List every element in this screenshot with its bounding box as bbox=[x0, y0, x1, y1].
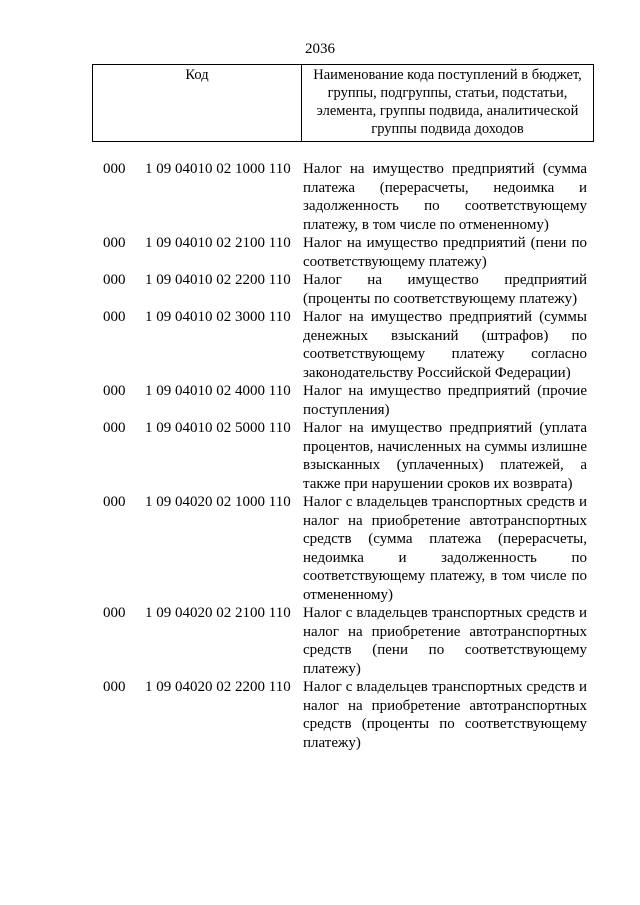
revenue-code: 1 09 04020 02 2200 110 bbox=[145, 679, 291, 695]
admin-code: 000 bbox=[103, 235, 126, 251]
admin-code: 000 bbox=[103, 309, 126, 325]
header-name-cell: Наименование кода поступлений в бюджет, группы, подгруппы, статьи, подстатьи, элемента, группы подвида, аналитической группы подвида доходов bbox=[302, 65, 594, 142]
admin-code: 000 bbox=[103, 161, 126, 177]
page-number: 2036 bbox=[305, 41, 335, 57]
revenue-name: Налог на имущество предприятий (уплата процентов, начисленных на суммы излишне взысканных (уплаченных) платежей, а также при нарушении сроков их возврата) bbox=[303, 420, 587, 492]
revenue-code: 1 09 04010 02 4000 110 bbox=[145, 383, 291, 399]
revenue-name: Налог на имущество предприятий (прочие поступления) bbox=[303, 383, 587, 418]
revenue-code: 1 09 04020 02 1000 110 bbox=[145, 494, 291, 510]
list-item bbox=[0, 493, 640, 604]
list-item bbox=[0, 271, 640, 308]
revenue-name: Налог на имущество предприятий (сумма платежа (перерасчеты, недоимка и задолженность по соответствующему платежу, в том числе по отмененному) bbox=[303, 161, 587, 233]
revenue-name: Налог на имущество предприятий (проценты по соответствующему платежу) bbox=[303, 272, 587, 307]
revenue-code: 1 09 04020 02 2100 110 bbox=[145, 605, 291, 621]
admin-code: 000 bbox=[103, 383, 126, 399]
revenue-name: Налог на имущество предприятий (суммы денежных взысканий (штрафов) по соответствующему платежу согласно законодательству Российской Федерации) bbox=[303, 309, 587, 381]
revenue-code: 1 09 04010 02 3000 110 bbox=[145, 309, 291, 325]
revenue-name: Налог на имущество предприятий (пени по соответствующему платежу) bbox=[303, 235, 587, 270]
admin-code: 000 bbox=[103, 679, 126, 695]
admin-code: 000 bbox=[103, 420, 126, 436]
list-item bbox=[0, 234, 640, 271]
header-table bbox=[92, 64, 594, 142]
list-item bbox=[0, 678, 640, 752]
header-code-cell: Код bbox=[93, 65, 302, 142]
admin-code: 000 bbox=[103, 272, 126, 288]
list-item bbox=[0, 308, 640, 382]
revenue-code: 1 09 04010 02 5000 110 bbox=[145, 420, 291, 436]
revenue-name: Налог с владельцев транспортных средств и налог на приобретение автотранспортных средств (пени по соответствующему платежу) bbox=[303, 605, 587, 677]
list-item bbox=[0, 419, 640, 493]
revenue-code: 1 09 04010 02 2100 110 bbox=[145, 235, 291, 251]
admin-code: 000 bbox=[103, 605, 126, 621]
list-item bbox=[0, 604, 640, 678]
revenue-code-list bbox=[0, 160, 640, 752]
list-item bbox=[0, 382, 640, 419]
admin-code: 000 bbox=[103, 494, 126, 510]
revenue-code: 1 09 04010 02 1000 110 bbox=[145, 161, 291, 177]
list-item bbox=[0, 160, 640, 234]
revenue-code: 1 09 04010 02 2200 110 bbox=[145, 272, 291, 288]
revenue-name: Налог с владельцев транспортных средств и налог на приобретение автотранспортных средств (сумма платежа (перерасчеты, недоимка и задолженность по соответствующему платежу, в том числе по отмененному) bbox=[303, 494, 587, 603]
revenue-name: Налог с владельцев транспортных средств и налог на приобретение автотранспортных средств (проценты по соответствующему платежу) bbox=[303, 679, 587, 751]
